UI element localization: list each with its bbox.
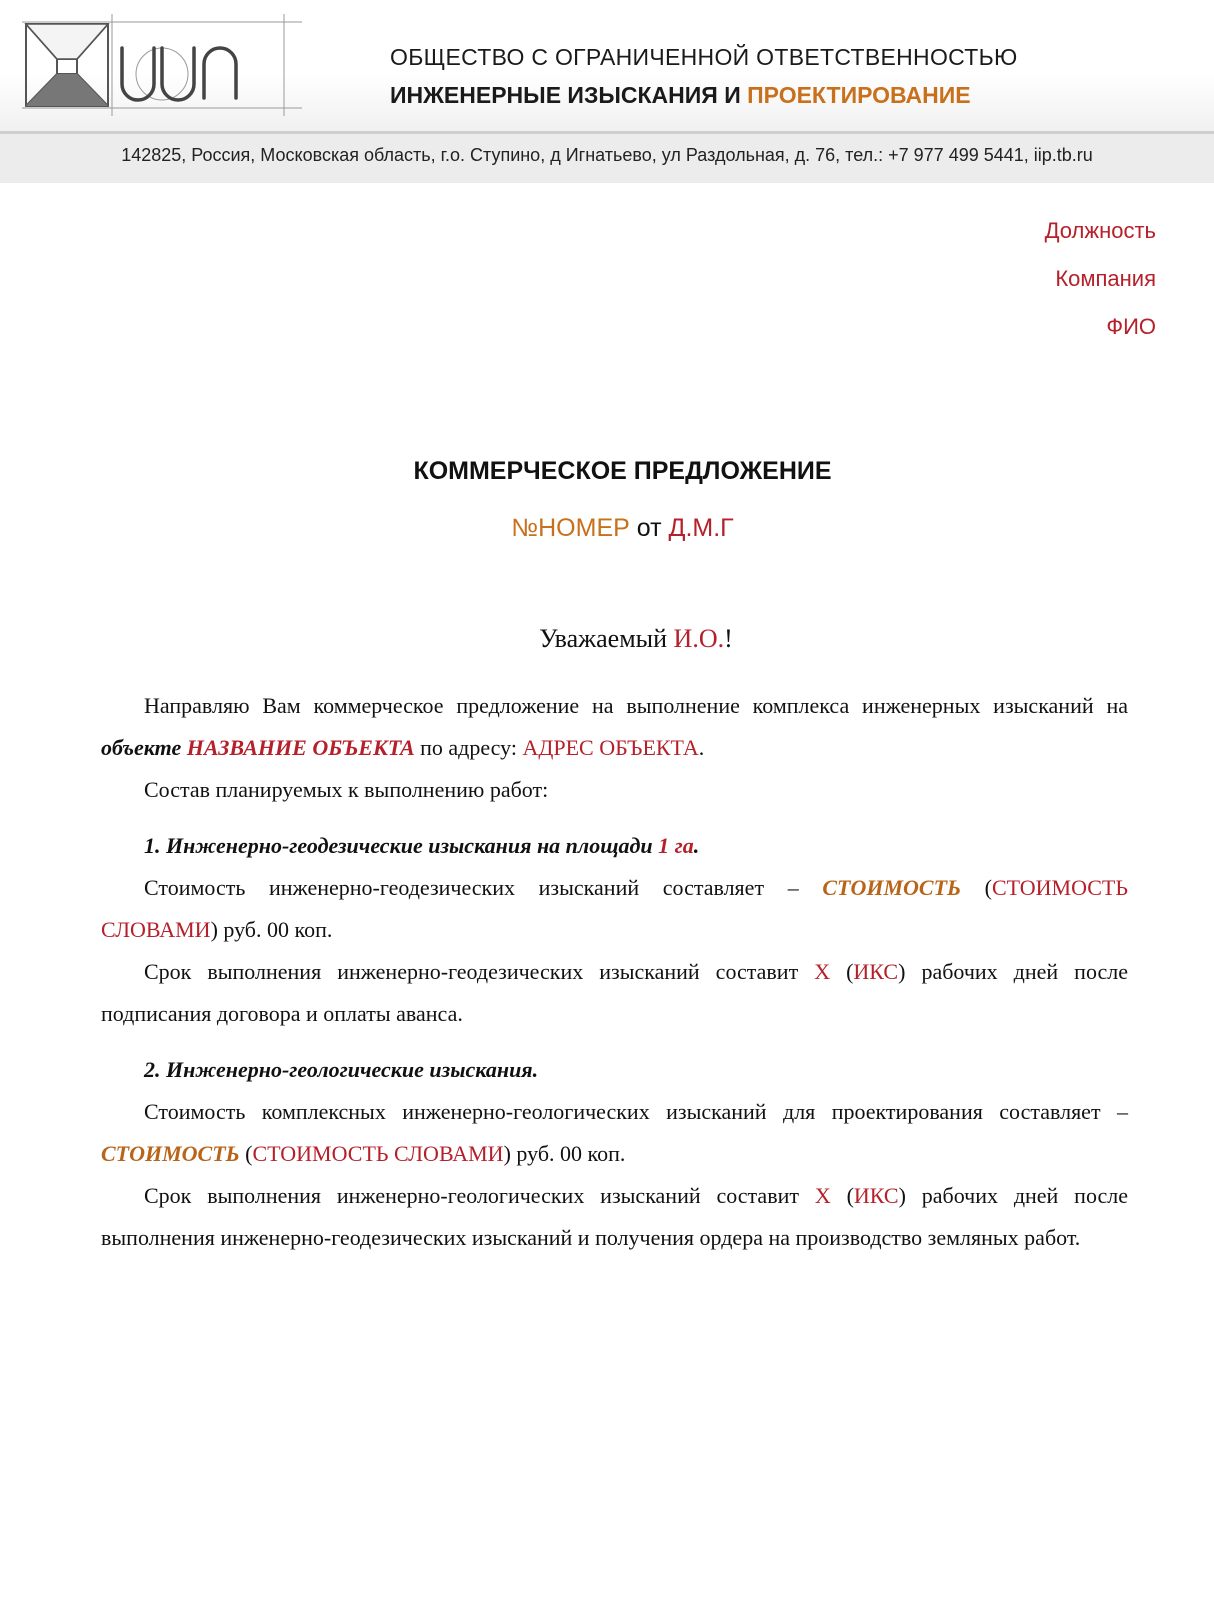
section-1-term	[101, 951, 1128, 1035]
letter-body	[101, 685, 1128, 1259]
letterhead-divider	[0, 131, 1214, 134]
section-2-heading: 2. Инженерно-геологические изыскания.	[144, 1057, 539, 1082]
greeting-name: И.О.	[673, 624, 725, 653]
section-1-term-open: (	[830, 959, 854, 984]
greeting	[0, 624, 1214, 654]
section-2-cost-value: СТОИМОСТЬ	[101, 1141, 240, 1166]
section-1-cost-words: СТОИМОСТЬ СЛОВАМИ	[101, 875, 1128, 942]
section-2-term-open: (	[830, 1183, 854, 1208]
section-2-cost-tail: ) руб. 00 коп.	[503, 1141, 626, 1166]
svg-text:иип: иип	[22, 14, 24, 15]
section-1-heading-end: .	[693, 833, 700, 858]
intro-paragraph	[101, 685, 1128, 769]
document-number: №НОМЕР	[511, 514, 630, 542]
section-1-title: 1. Инженерно-геодезические изыскания на площади	[144, 833, 659, 858]
recipient-position: Должность	[1044, 218, 1156, 243]
section-2-term-words: ИКС	[853, 1183, 899, 1208]
section-1-term-tail: ) рабочих дней после подписания договора и оплаты аванса.	[101, 959, 1129, 1026]
section-1-cost-value: СТОИМОСТЬ	[822, 875, 961, 900]
section-1-term-words: ИКС	[853, 959, 899, 984]
section-2-term	[101, 1175, 1128, 1259]
section-2-term-x: Х	[814, 1183, 831, 1208]
section-1-cost-text: Стоимость инженерно-геодезических изысканий составляет –	[144, 875, 823, 900]
document-number-line	[0, 514, 1214, 543]
object-name: НАЗВАНИЕ ОБЪЕКТА	[186, 735, 415, 760]
section-1-heading	[101, 825, 1128, 867]
section-2-term-text: Срок выполнения инженерно-геологических изысканий составит	[144, 1183, 815, 1208]
recipient-name: ФИО	[1106, 314, 1156, 339]
organization-name-part2: ПРОЕКТИРОВАНИЕ	[747, 82, 971, 108]
section-2-term-tail: ) рабочих дней после выполнения инженерно-геодезических изысканий и получения ордера на производство земляных работ.	[101, 1183, 1129, 1250]
company-address: 142825, Россия, Московская область, г.о. Ступино, д Игнатьево, ул Раздольная, д. 76, тел.: +7 977 499 5441, iip.tb.ru	[121, 145, 1093, 165]
section-1-paren-open: (	[960, 875, 992, 900]
section-2-paren-open: (	[239, 1141, 253, 1166]
object-address: АДРЕС ОБЪЕКТА	[522, 735, 699, 760]
document-title: КОММЕРЧЕСКОЕ ПРЕДЛОЖЕНИЕ	[413, 457, 832, 485]
organization-type: ОБЩЕСТВО С ОГРАНИЧЕННОЙ ОТВЕТСТВЕННОСТЬЮ	[390, 44, 1018, 70]
document-date: Д.М.Г	[668, 514, 734, 542]
company-logo	[22, 14, 302, 116]
greeting-suffix: !	[724, 624, 733, 653]
works-intro: Состав планируемых к выполнению работ:	[144, 777, 549, 802]
section-2-cost-text: Стоимость комплексных инженерно-геологических изысканий для проектирования составляет –	[144, 1099, 1128, 1124]
section-1-term-text: Срок выполнения инженерно-геодезических изысканий составит	[144, 959, 815, 984]
section-1-cost	[101, 867, 1128, 951]
organization-name-part1: ИНЖЕНЕРНЫЕ ИЗЫСКАНИЯ И	[390, 82, 748, 108]
intro-text: Направляю Вам коммерческое предложение на выполнение комплекса инженерных изысканий на	[144, 693, 1128, 718]
address-label: по адресу:	[414, 735, 523, 760]
document-from-label: от	[636, 514, 662, 542]
intro-end: .	[698, 735, 705, 760]
section-2-cost	[101, 1091, 1128, 1175]
greeting-prefix: Уважаемый	[539, 624, 674, 653]
section-1-area: 1 га	[658, 833, 694, 858]
organization-name	[390, 82, 1190, 109]
object-word: объекте	[101, 735, 182, 760]
section-2-cost-words: СТОИМОСТЬ СЛОВАМИ	[252, 1141, 504, 1166]
section-1-term-x: Х	[814, 959, 831, 984]
section-1-cost-tail: ) руб. 00 коп.	[210, 917, 333, 942]
recipient-company: Компания	[1055, 266, 1156, 291]
